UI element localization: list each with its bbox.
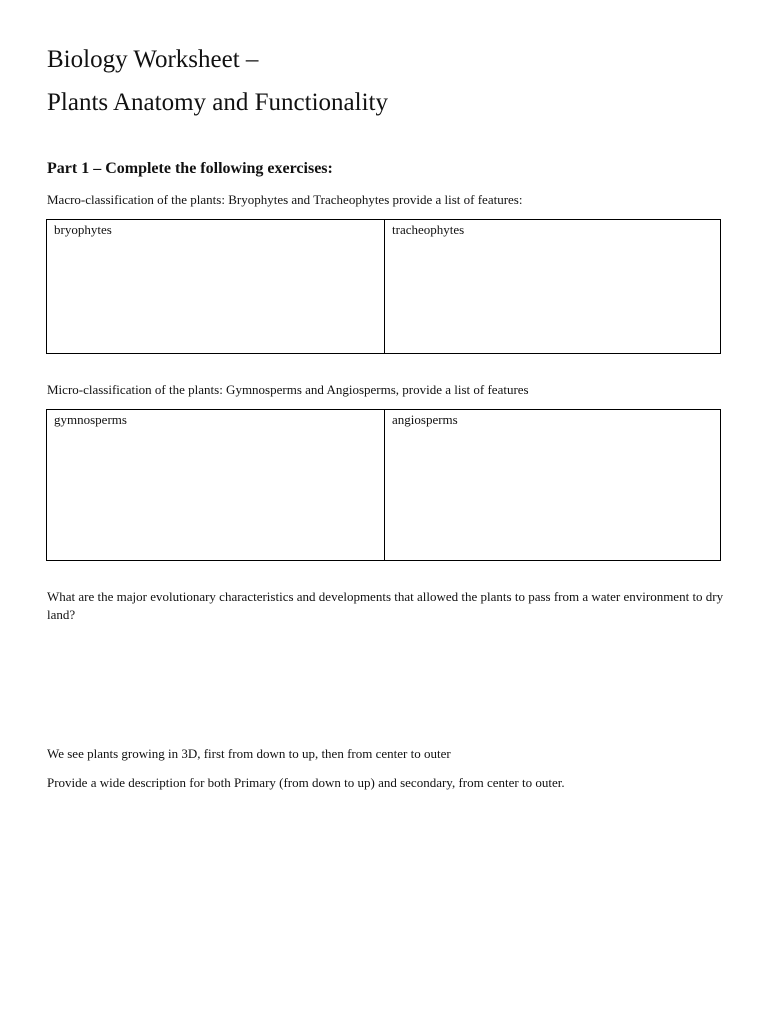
tracheophytes-answer-cell[interactable] bbox=[385, 220, 720, 353]
macro-classification-table bbox=[46, 219, 721, 354]
growth-statement: We see plants growing in 3D, first from down to up, then from center to outer bbox=[47, 746, 451, 761]
micro-classification-prompt: Micro-classification of the plants: Gymnosperms and Angiosperms, provide a list of features bbox=[47, 382, 529, 397]
worksheet-title-line-1: Biology Worksheet – bbox=[47, 46, 259, 73]
part-1-heading: Part 1 – Complete the following exercises: bbox=[47, 160, 333, 177]
angiosperms-label: angiosperms bbox=[392, 412, 458, 427]
macro-classification-prompt: Macro-classification of the plants: Bryophytes and Tracheophytes provide a list of features: bbox=[47, 192, 523, 207]
gymnosperms-label: gymnosperms bbox=[54, 412, 127, 427]
micro-classification-table bbox=[46, 409, 721, 561]
gymnosperms-answer-cell[interactable] bbox=[47, 410, 385, 560]
growth-description-prompt: Provide a wide description for both Primary (from down to up) and secondary, from center to outer. bbox=[47, 775, 565, 790]
evolution-question: What are the major evolutionary characteristics and developments that allowed the plants to pass from a water environment to dry land? bbox=[47, 589, 724, 622]
angiosperms-answer-cell[interactable] bbox=[385, 410, 720, 560]
bryophytes-label: bryophytes bbox=[54, 222, 112, 237]
bryophytes-answer-cell[interactable] bbox=[47, 220, 385, 353]
tracheophytes-label: tracheophytes bbox=[392, 222, 465, 237]
worksheet-title-line-2: Plants Anatomy and Functionality bbox=[47, 89, 388, 116]
